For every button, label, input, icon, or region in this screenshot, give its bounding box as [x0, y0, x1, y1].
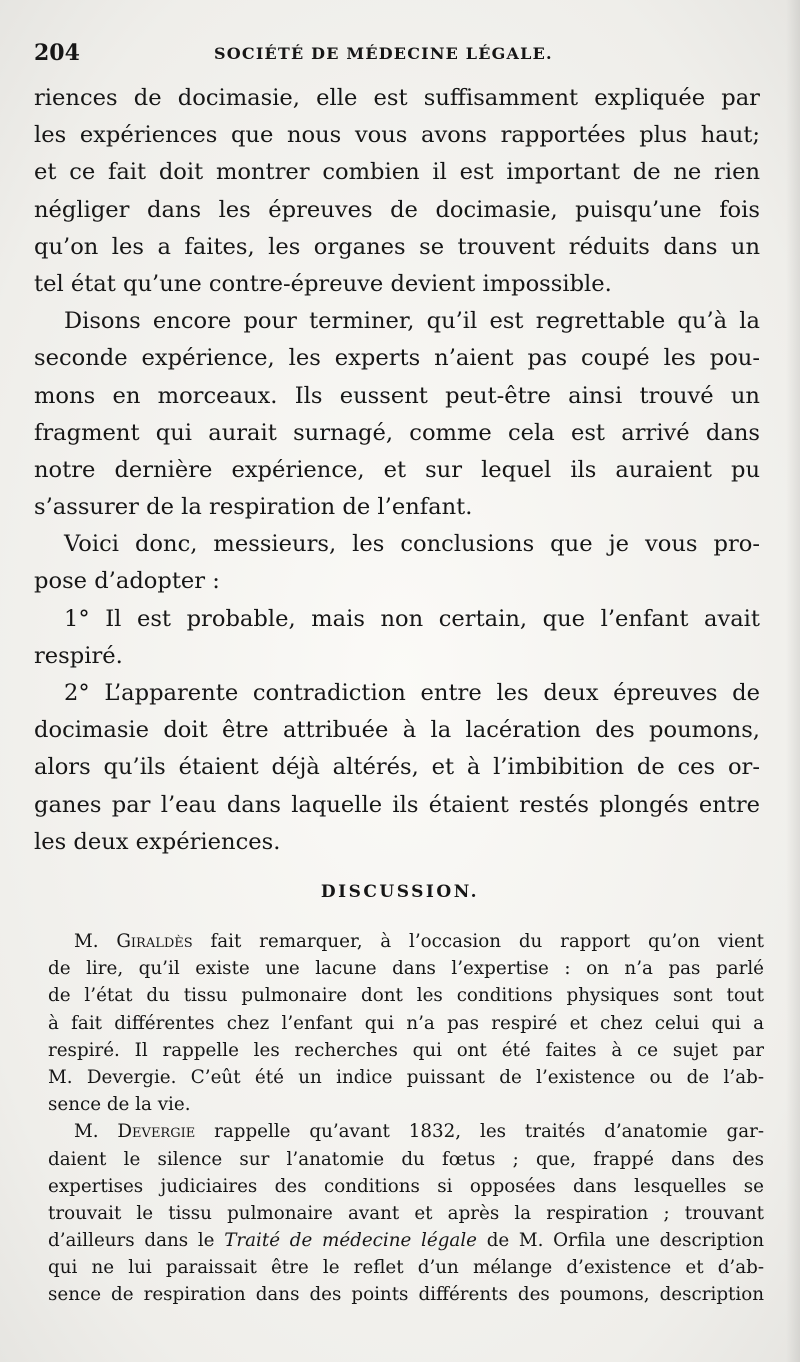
text-line: respiré.: [34, 642, 123, 669]
speaker-devergie-first-line: [48, 1118, 764, 1145]
text-line: expertises judiciaires des conditions si opposées dans lesquelles se: [48, 1175, 764, 1197]
text-line: mons en morceaux. Ils eussent peut-être ainsi trouvé un: [34, 382, 760, 409]
text-fragment: d’ailleurs dans le: [48, 1230, 215, 1252]
text-fragment: fait remarquer, à l’occasion du rapport qu’on vient: [210, 931, 764, 952]
text-fragment: rappelle qu’avant 1832, les traités d’anatomie gar-: [214, 1121, 765, 1143]
speaker-name: M. Giraldès: [74, 931, 193, 952]
text-line: Disons encore pour terminer, qu’il est regrettable qu’à la: [64, 308, 760, 335]
text-line: qui ne lui paraissait être le reflet d’un mélange d’existence et d’ab-: [48, 1257, 764, 1279]
text-line: notre dernière expérience, et sur lequel ils auraient pu: [34, 456, 760, 483]
text-line: respiré. Il rappelle les recherches qui ont été faites à ce sujet par: [48, 1039, 764, 1061]
text-line: s’assurer de la respiration de l’enfant.: [34, 494, 473, 521]
text-line: trouvait le tissu pulmonaire avant et après la respiration ; trouvant: [48, 1202, 764, 1224]
text-line: ganes par l’eau dans laquelle ils étaient restés plongés entre: [34, 791, 760, 818]
text-line: qu’on les a faites, les organes se trouvent réduits dans un: [34, 233, 760, 260]
text-line: alors qu’ils étaient déjà altérés, et à l’imbibition de ces or-: [34, 754, 760, 781]
speaker-giraldes-first-line: [48, 928, 764, 955]
text-line: à fait différentes chez l’enfant qui n’a pas respiré et chez celui qui a: [48, 1012, 764, 1034]
text-line: seconde expérience, les experts n’aient pas coupé les pou-: [34, 345, 760, 372]
text-line: pose d’adopter :: [34, 568, 220, 595]
text-line: et ce fait doit montrer combien il est important de ne rien: [34, 159, 760, 186]
text-line: docimasie doit être attribuée à la lacération des poumons,: [34, 717, 760, 744]
text-line: daient le silence sur l’anatomie du fœtus ; que, frappé dans des: [48, 1148, 764, 1170]
text-line: M. Devergie. C’eût été un indice puissant de l’existence ou de l’ab-: [48, 1066, 764, 1088]
conclusion-2: 2° L’apparente contradiction entre les deux épreuves de: [64, 680, 760, 706]
report-text: [34, 80, 760, 861]
text-line: de l’état du tissu pulmonaire dont les conditions physiques sont tout: [48, 985, 764, 1007]
conclusion-1: 1° Il est probable, mais non certain, que l’enfant avait: [64, 605, 760, 632]
text-line-with-title: [48, 1227, 764, 1254]
text-line: les expériences que nous vous avons rapportées plus haut;: [34, 122, 760, 149]
book-title: Traité de médecine légale: [224, 1230, 477, 1252]
text-line: négliger dans les épreuves de docimasie, puisqu’une fois: [34, 196, 760, 223]
discussion-heading: DISCUSSION.: [320, 882, 480, 902]
discussion-text: [48, 928, 764, 1309]
text-fragment: de M. Orfila une description: [486, 1230, 765, 1252]
page-edge-shadow: [786, 0, 800, 1362]
text-line: riences de docimasie, elle est suffisamment expliquée par: [34, 85, 760, 111]
text-line: de lire, qu’il existe une lacune dans l’expertise : on n’a pas parlé: [48, 958, 764, 980]
speaker-name: M. Devergie: [74, 1121, 196, 1143]
running-head: [34, 40, 762, 70]
running-title: SOCIÉTÉ DE MÉDECINE LÉGALE.: [214, 44, 553, 63]
text-line: sence de la vie.: [48, 1094, 191, 1116]
text-line: les deux expériences.: [34, 828, 281, 855]
page-number: 204: [34, 40, 80, 66]
text-line: Voici donc, messieurs, les conclusions que je vous pro-: [64, 531, 760, 558]
text-line: fragment qui aurait surnagé, comme cela est arrivé dans: [34, 419, 760, 446]
text-line: sence de respiration dans des points différents des poumons, description: [48, 1284, 764, 1306]
text-line: tel état qu’une contre-épreuve devient impossible.: [34, 270, 612, 297]
